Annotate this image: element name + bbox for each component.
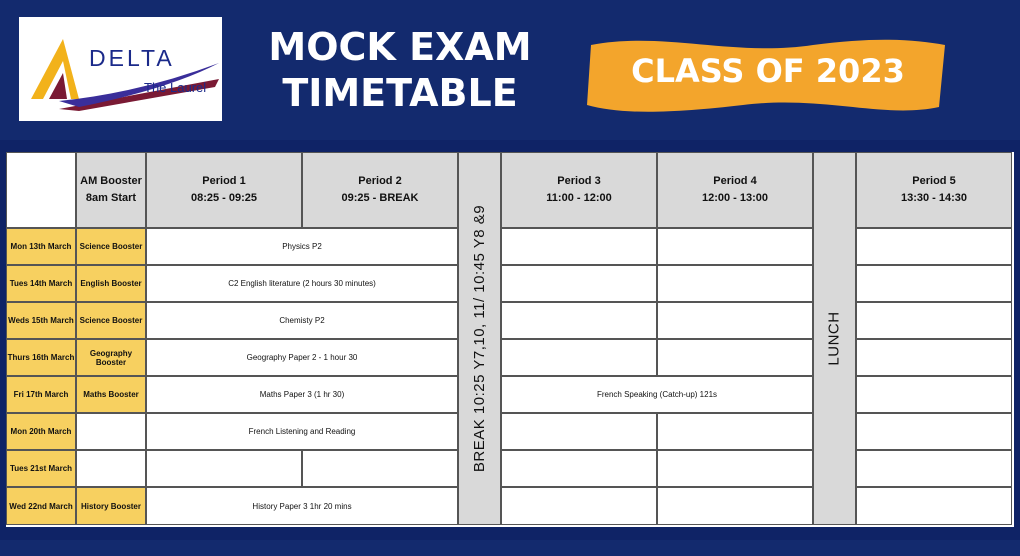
row-p4 bbox=[657, 265, 813, 302]
row-booster bbox=[76, 413, 146, 450]
class-banner-text: CLASS OF 2023 bbox=[631, 52, 905, 90]
row-p3 bbox=[501, 228, 657, 265]
row-p4 bbox=[657, 302, 813, 339]
row-p5 bbox=[856, 376, 1012, 413]
row-p3 bbox=[501, 339, 657, 376]
row-p3 bbox=[501, 487, 657, 525]
row-booster: Science Booster bbox=[76, 228, 146, 265]
row-p5 bbox=[856, 265, 1012, 302]
header-am-booster-l1: AM Booster bbox=[80, 175, 142, 187]
header-period-4-l1: Period 4 bbox=[713, 175, 757, 187]
row-exam: Chemisty P2 bbox=[146, 302, 458, 339]
row-p3 bbox=[501, 413, 657, 450]
row-p5 bbox=[856, 302, 1012, 339]
row-p5 bbox=[856, 413, 1012, 450]
header-period-3-l2: 11:00 - 12:00 bbox=[546, 192, 612, 204]
row-exam: Maths Paper 3 (1 hr 30) bbox=[146, 376, 458, 413]
header-period-2-l1: Period 2 bbox=[358, 175, 402, 187]
row-p5 bbox=[856, 228, 1012, 265]
row-p3 bbox=[501, 265, 657, 302]
row-booster: Science Booster bbox=[76, 302, 146, 339]
row-booster: English Booster bbox=[76, 265, 146, 302]
header-period-2 bbox=[302, 152, 458, 228]
break-column bbox=[458, 152, 501, 525]
logo-subtitle: The Laurel bbox=[144, 80, 207, 95]
row-p4 bbox=[657, 228, 813, 265]
break-label: BREAK 10:25 Y7,10, 11/ 10:45 Y8 &9 bbox=[471, 204, 489, 473]
header-am-booster-l2: 8am Start bbox=[85, 192, 137, 204]
row-p3 bbox=[501, 302, 657, 339]
school-logo bbox=[19, 17, 222, 121]
header-period-3 bbox=[501, 152, 657, 228]
row-p4 bbox=[657, 339, 813, 376]
timetable bbox=[6, 152, 1014, 527]
header-period-3-l1: Period 3 bbox=[557, 175, 601, 187]
row-exam: C2 English literature (2 hours 30 minutes) bbox=[146, 265, 458, 302]
header-period-1-l1: Period 1 bbox=[202, 175, 246, 187]
row-afternoon-exam: French Speaking (Catch-up) 121s bbox=[501, 376, 813, 413]
row-day: Mon 13th March bbox=[6, 228, 76, 265]
header-period-1 bbox=[146, 152, 302, 228]
row-booster bbox=[76, 450, 146, 487]
row-booster: History Booster bbox=[76, 487, 146, 525]
title-line-2: TIMETABLE bbox=[282, 71, 518, 115]
row-exam: History Paper 3 1hr 20 mins bbox=[146, 487, 458, 525]
row-day: Tues 14th March bbox=[6, 265, 76, 302]
header-period-5 bbox=[856, 152, 1012, 228]
row-day: Tues 21st March bbox=[6, 450, 76, 487]
page-title bbox=[250, 24, 550, 116]
logo-name: DELTA bbox=[89, 45, 175, 71]
row-p5 bbox=[856, 339, 1012, 376]
row-day: Weds 15th March bbox=[6, 302, 76, 339]
title-line-1: MOCK EXAM bbox=[268, 25, 532, 69]
row-exam: Physics P2 bbox=[146, 228, 458, 265]
row-p2 bbox=[302, 450, 458, 487]
row-p1 bbox=[146, 450, 302, 487]
header-am-booster bbox=[76, 152, 146, 228]
header-period-5-l1: Period 5 bbox=[912, 175, 956, 187]
footer-band bbox=[0, 540, 1020, 556]
row-exam: French Listening and Reading bbox=[146, 413, 458, 450]
row-p4 bbox=[657, 450, 813, 487]
row-day: Thurs 16th March bbox=[6, 339, 76, 376]
row-p4 bbox=[657, 413, 813, 450]
corner-cell bbox=[6, 152, 76, 228]
lunch-label: LUNCH bbox=[826, 311, 843, 366]
header-period-2-l2: 09:25 - BREAK bbox=[341, 192, 419, 204]
header-period-4-l2: 12:00 - 13:00 bbox=[701, 192, 769, 204]
row-p4 bbox=[657, 487, 813, 525]
row-booster: Geography Booster bbox=[76, 339, 146, 376]
row-p3 bbox=[501, 450, 657, 487]
row-booster: Maths Booster bbox=[76, 376, 146, 413]
header-period-1-l2: 08:25 - 09:25 bbox=[190, 192, 258, 204]
row-day: Fri 17th March bbox=[6, 376, 76, 413]
header-period-4 bbox=[657, 152, 813, 228]
row-day: Wed 22nd March bbox=[6, 487, 76, 525]
row-p5 bbox=[856, 487, 1012, 525]
header-period-5-l2: 13:30 - 14:30 bbox=[900, 192, 968, 204]
row-p5 bbox=[856, 450, 1012, 487]
row-day: Mon 20th March bbox=[6, 413, 76, 450]
lunch-column bbox=[813, 152, 856, 525]
row-exam: Geography Paper 2 - 1 hour 30 bbox=[146, 339, 458, 376]
